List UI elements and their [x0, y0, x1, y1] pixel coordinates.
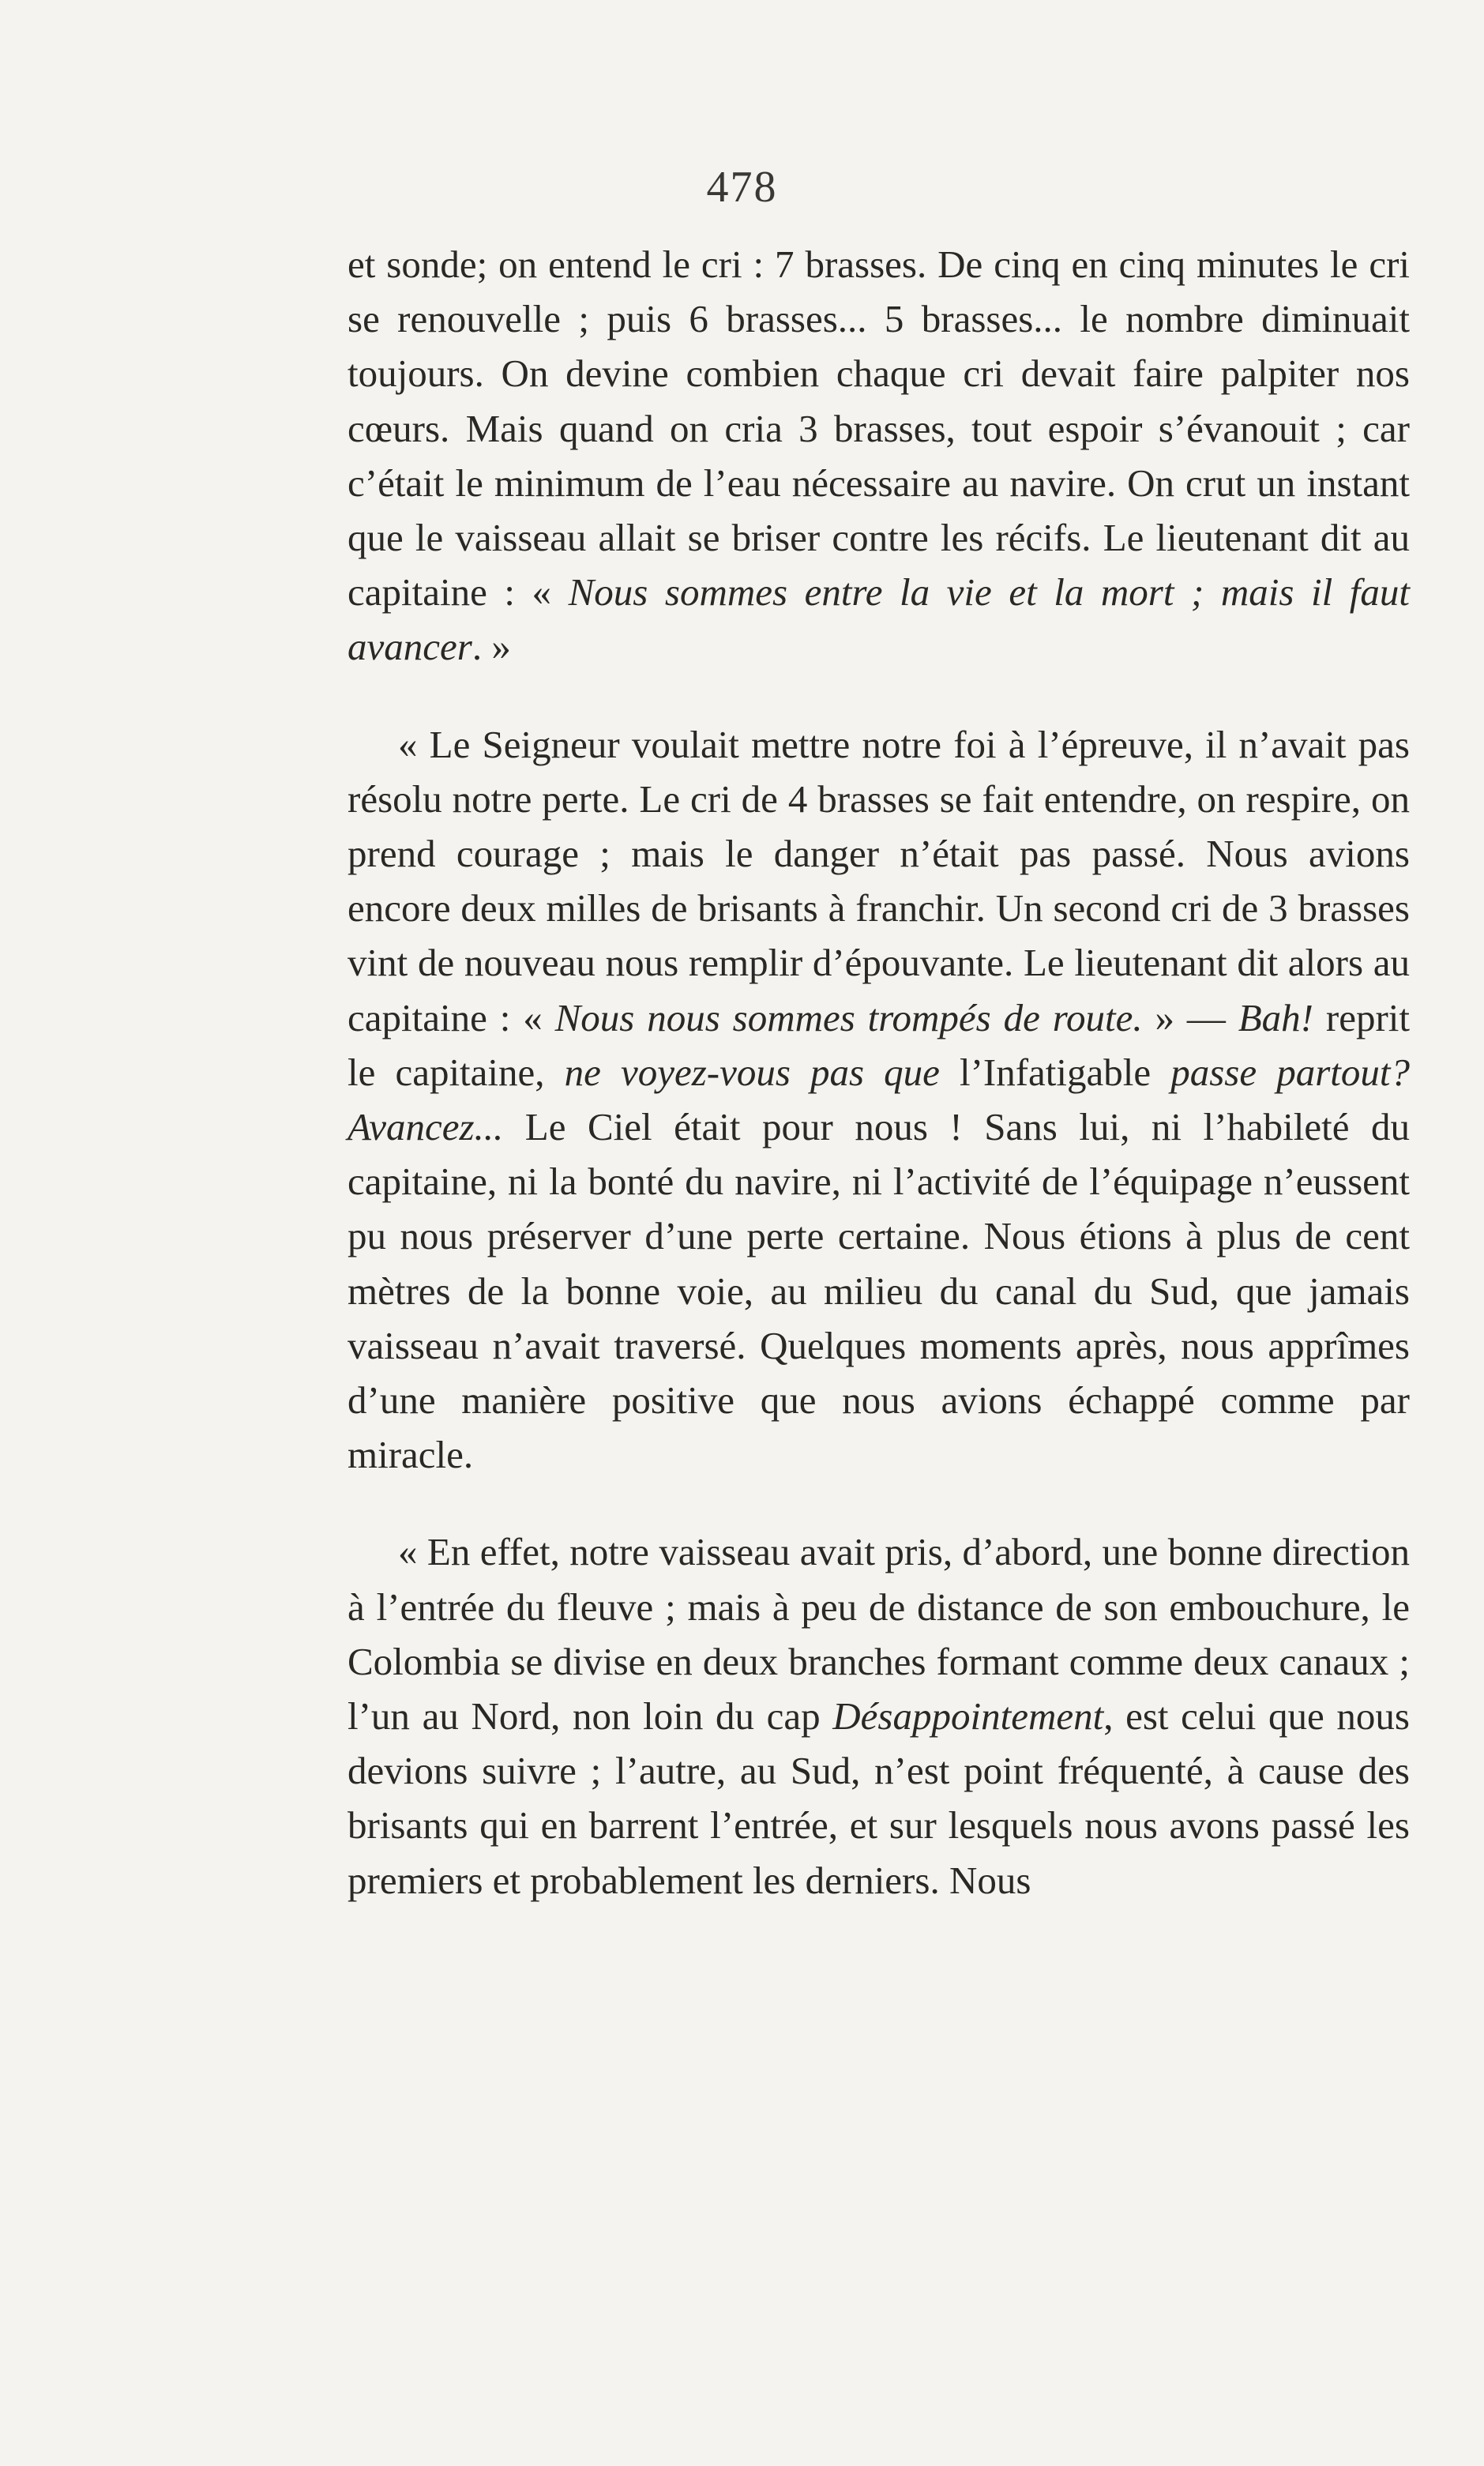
paragraph-3	[348, 1524, 1410, 1907]
text-run: » —	[1142, 995, 1238, 1039]
text-run: Le Ciel était pour nous ! Sans lui, ni l’habileté du capitaine, ni la bonté du navire, ni l’activité de l’équipage n’eussent pu nous préserver d’une perte certaine. Nous étions à plus de cent mètres de la bonne voie, au milieu du canal du Sud, que jamais vaisseau n’avait traversé. Quelques moments après, nous apprîmes d’une manière positive que nous avions échappé comme par miracle.	[348, 1105, 1410, 1477]
paragraph-2	[348, 717, 1410, 1483]
text-run-italic: ne voyez-vous pas que	[564, 1050, 940, 1094]
text-run-italic: Nous nous sommes trompés de route.	[554, 995, 1143, 1039]
text-run-italic: Désappointement	[832, 1694, 1104, 1739]
text-run-italic: passe partout? Avancez...	[348, 1050, 1411, 1149]
text-run: et sonde; on entend le cri : 7 brasses. De cinq en cinq minutes le cri se renouvelle ; puis 6 brasses... 5 brasses... le nombre diminuait toujours. On devine combien chaque cri devait faire palpiter nos cœurs. Mais quand on cria 3 brasses, tout espoir s’évanouit ; car c’était le minimum de l’eau nécessaire au navire. On crut un instant que le vaisseau allait se briser contre les récifs. Le lieutenant dit au capitaine : «	[348, 242, 1410, 615]
paragraph-1	[348, 237, 1410, 675]
text-run: . »	[471, 625, 511, 669]
text-run: « Le Seigneur voulait mettre notre foi à l’épreuve, il n’avait pas résolu notre perte. Le cri de 4 brasses se fait entendre, on respire, on prend courage ; mais le danger n’était pas passé. Nous avions encore deux milles de brisants à franchir. Un second cri de 3 brasses vint de nouveau nous remplir d’épouvante. Le lieutenant dit alors au capitaine : «	[348, 722, 1410, 1039]
body-text	[348, 237, 1410, 1908]
text-run-italic: Bah!	[1238, 995, 1313, 1039]
text-run: « En effet, notre vaisseau avait pris, d’abord, une bonne direction à l’entrée du fleuve ; mais à peu de distance de son embouchure, le Colombia se divise en deux branches formant comme deux canaux ; l’un au Nord, non loin du cap	[348, 1530, 1410, 1739]
text-run-italic: Nous sommes entre la vie et la mort ; mais il faut avancer	[348, 570, 1410, 669]
text-run: l’Infatigable	[939, 1050, 1171, 1094]
text-run: reprit le capitaine,	[348, 995, 1410, 1094]
page-number: 478	[706, 163, 778, 212]
text-run: , est celui que nous devions suivre ; l’autre, au Sud, n’est point fréquenté, à cause des brisants qui en barrent l’entrée, et sur lesquels nous avons passé les premiers et probablement les derniers. Nous	[348, 1694, 1410, 1902]
